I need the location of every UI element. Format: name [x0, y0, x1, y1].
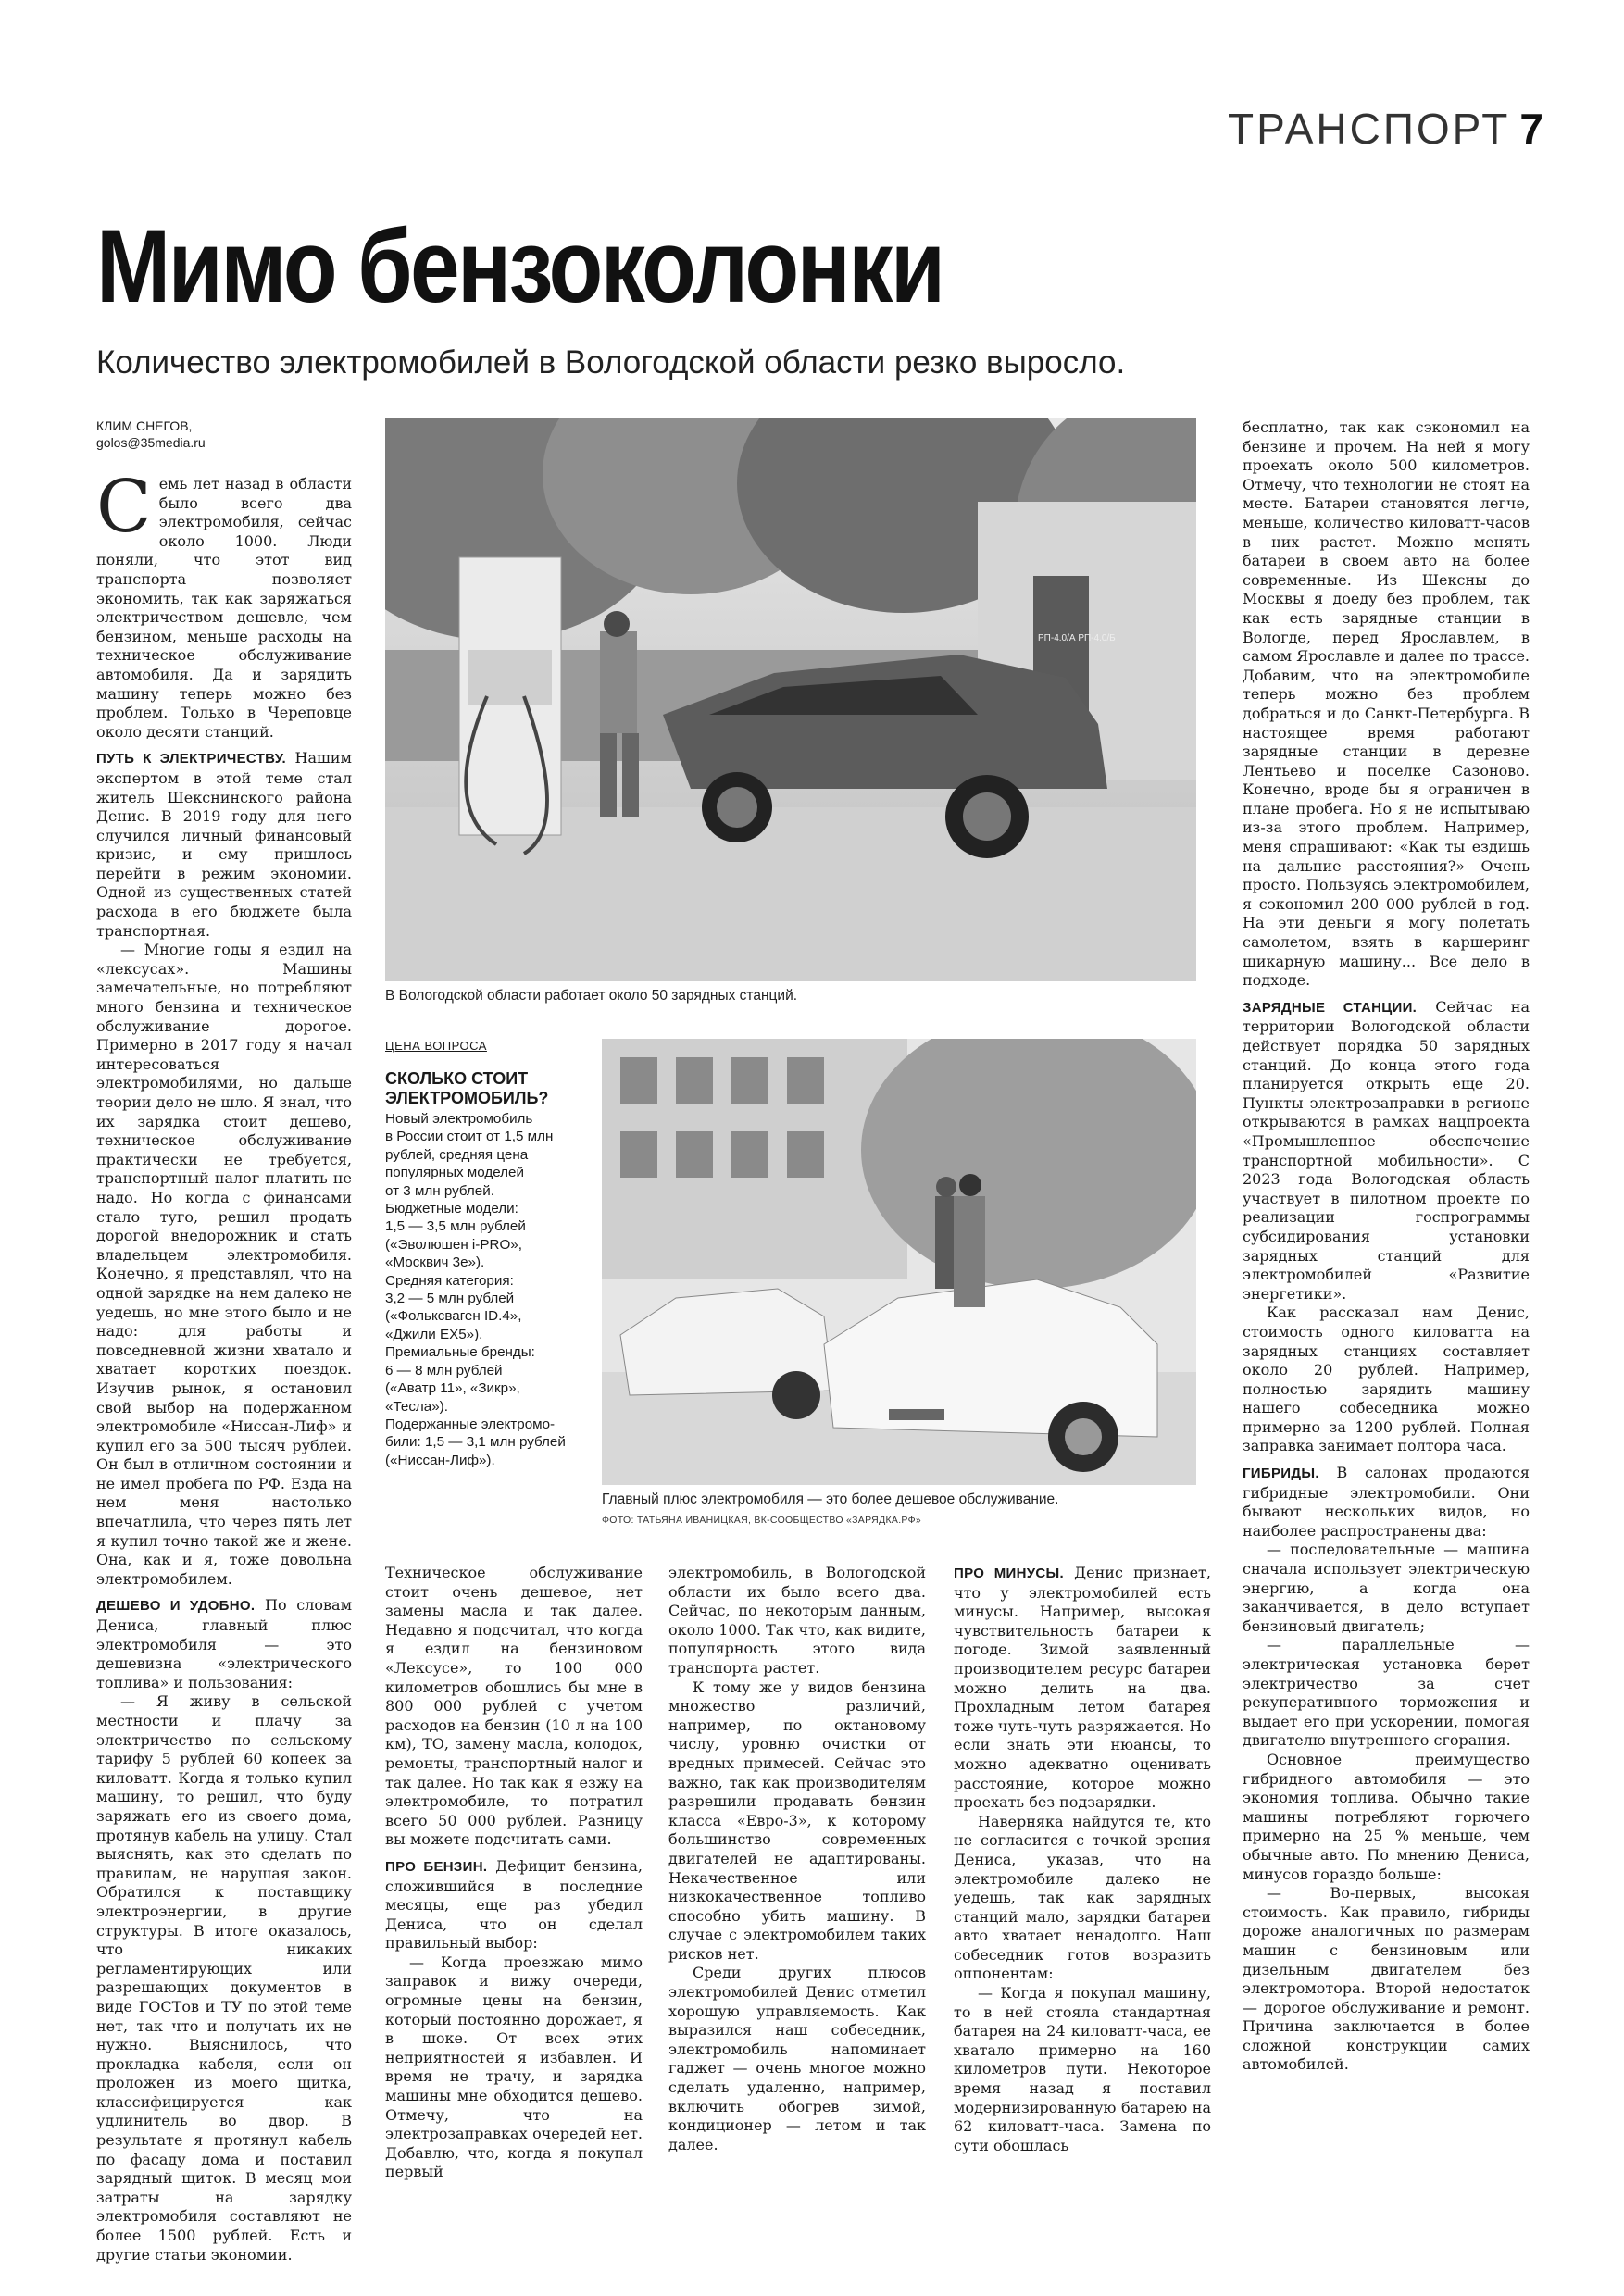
byline-email: golos@35media.ru [96, 435, 206, 450]
price-sidebar [385, 1039, 580, 1469]
sidebar-line: «Джили EX5»). [385, 1326, 483, 1342]
col5-para: — параллельные — электрическая установка берет электричество за счет рекуперативного торможения и выдает его при ускорении, помогая двигателю внутреннего сгорания. [1243, 1636, 1530, 1750]
col5-para: бесплатно, так как сэкономил на бензине и прочем. На ней я могу проехать около 500 километров. Отмечу, что технологии не стоят на месте. Батареи становятся легче, меньше, количество киловатт-часов в них растет. Можно менять батареи в своем авто на более современные. Из Шексны до Москвы я доеду без проблем, так как есть зарядные станции в Вологде, перед Ярославлем, в самом Ярославле и далее по трассе. Добавим, что на электромобиле теперь можно без проблем добраться и до Санкт-Петербурга. В настоящее время работают зарядные станции в деревне Лентьево и поселке Сазоново. Конечно, вроде бы я ограничен в плане пробега. Но я не испытываю из-за этого проблем. Например, меня спрашивают: «Как ты ездишь на дальние расстояния?» Очень просто. Пользуясь электромобилем, я сэкономил 200 000 рублей в год. На эти деньги я могу полетать самолетом, взять в каршеринг шикарную машину... Все дело в подходе. [1243, 418, 1530, 990]
col3-para: К тому же у видов бензина множество различий, например, по октановому числу, уровню очистки от вредных примесей. Сейчас это важно, так как производителям разрешили продавать бензин класса «Евро-3», к которому большинство современных двигателей не адаптированы. Некачественное или низкокачественное топливо способно убить машину. В случае с электромобилем таких рисков нет. [668, 1678, 926, 1963]
deck: Количество электромобилей в Вологодской области резко выросло. [96, 344, 1126, 381]
sidebar-line: «Москвич 3е»). [385, 1254, 485, 1271]
byline [96, 418, 281, 451]
column-4 [954, 1564, 1211, 2155]
rubric-stations: ЗАРЯДНЫЕ СТАНЦИИ. [1243, 999, 1418, 1016]
top-photo-caption: В Вологодской области работает около 50 зарядных станций. [385, 988, 798, 1004]
charging-photo-illustration [385, 418, 1196, 981]
col5-para: — Во-первых, высокая стоимость. Как правило, гибриды дороже аналогичных по размерам машин с бензиновым или дизельным двигателем без электромотора. Второй недостаток — дорогое обслуживание и ремонт. Причина заключается в более сложной конструкции самих автомобилей. [1243, 1884, 1530, 2074]
section-header [1111, 104, 1546, 159]
col1-text: По словам Дениса, главный плюс электромобиля — это дешевизна «электрического топлива» и пользования: [96, 1596, 353, 1691]
lead-paragraph [96, 466, 352, 742]
sidebar-line: 1,5 — 3,5 млн рублей [385, 1218, 526, 1235]
col5-para: — последовательные — машина сначала использует электрическую энергию, а когда она заканчивается, в дело вступает бензиновый двигатель; [1243, 1541, 1530, 1635]
rubric-hybrids: ГИБРИДЫ. [1243, 1466, 1319, 1482]
sidebar-line: рублей, средняя цена [385, 1146, 529, 1163]
col1-para [96, 749, 352, 941]
col5-text: В салонах продаются гибридные электромобили. Они бывают нескольких видов, но наиболее распространены два: [1243, 1464, 1530, 1540]
photo-electric-cars [602, 1039, 1196, 1485]
lead-text: емь лет назад в области было всего два электромобиля, сейчас около 1000. Люди поняли, что этот вид транспорта позволяет экономить, так как заряжаться электричеством дешевле, чем бензином, меньше расходы на техническое обслуживание автомобиля. Да и зарядить машину теперь можно без проблем. Только в Череповце около десяти станций. [96, 475, 352, 741]
rubric-path: ПУТЬ К ЭЛЕКТРИЧЕСТВУ. [96, 751, 286, 767]
col3-para: электромобиль, в Вологодской области их было всего два. Сейчас, по некоторым данным, около 1000. Так что, как видите, популярность этого вида транспорта растет. [668, 1564, 926, 1677]
sidebar-line: били: 1,5 — 3,1 млн рублей [385, 1434, 566, 1451]
sidebar-kicker: ЦЕНА ВОПРОСА [385, 1039, 487, 1053]
col2-para [385, 1857, 643, 1953]
rubric-gasoline: ПРО БЕНЗИН. [385, 1858, 488, 1875]
sidebar-line: Новый электромобиль [385, 1111, 533, 1127]
sidebar-line: Премиальные бренды: [385, 1344, 535, 1361]
sidebar-line: «Тесла»). [385, 1398, 448, 1415]
col2-para: — Когда проезжаю мимо заправок и вижу очереди, огромные цены на бензин, который постоянно дорожает, я в шоке. От всех этих неприятностей я избавлен. И время не трачу, и зарядка машины мне обходится дешево. Отмечу, что на электрозаправках очередей нет. Добавлю, что, когда я покупал первый [385, 1953, 643, 2181]
dropcap: С [96, 466, 152, 549]
sidebar-line: от 3 млн рублей. [385, 1182, 494, 1199]
sidebar-line: в России стоит от 1,5 млн [385, 1129, 554, 1145]
sidebar-line: Средняя категория: [385, 1272, 514, 1289]
col1-para: — Многие годы я ездил на «лексусах». Машины замечательные, но потребляют много бензина и техническое обслуживание дорогое. Примерно в 2017 году я начал интересоваться электромобилями, но дальше теории дело не шло. Я знал, что их зарядка стоит дешево, техническое обслуживание практически не требуется, транспортный налог платить не надо. Но когда с финансами стало туго, решил продать дорогой внедорожник и стать владельцем электромобиля. Конечно, я представлял, что на одной зарядке на нем далеко не уедешь, но мне этого было и не надо: для работы и повседневной жизни хватало и хватает коротких поездок. Изучив рынок, я остановил свой выбор на подержанном электромобиле «Ниссан-Лиф» и купил его за 500 тысяч рублей. Он был в отличном состоянии и не имел пробега по РФ. Езда на нем меня настолько впечатлила, что через пять лет я купил точно такой же и жене. Она, как и я, тоже довольна электромобилем. [96, 941, 352, 1588]
building-sign: РП-4.0/А РП-4.0/Б [1038, 633, 1116, 643]
col3-para: Среди других плюсов электромобилей Денис отметил хорошую управляемость. Как выразился наш собеседник, электромобиль напоминает гаджет — очень многое можно сделать удаленно, например, включить обогрев зимой, кондиционер — летом и так далее. [668, 1964, 926, 2153]
column-3 [668, 1564, 926, 2154]
sidebar-line: («Аватр 11», «Зикр», [385, 1380, 520, 1397]
photo-charging-station [385, 418, 1196, 981]
headline: Мимо бензоколонки [96, 208, 943, 324]
sidebar-line: («Эволюшен i-PRO», [385, 1236, 522, 1253]
sidebar-line: Бюджетные модели: [385, 1201, 518, 1217]
byline-author: КЛИМ СНЕГОВ, [96, 418, 193, 433]
rubric-minuses: ПРО МИНУСЫ. [954, 1566, 1064, 1581]
col5-para [1243, 998, 1530, 1304]
col5-para: Как рассказал нам Денис, стоимость одного киловатта на зарядных станциях составляет около 20 рублей. Например, полностью зарядить машину нашего собеседника можно примерно за 1200 рублей. Полная заправка занимает полтора часа. [1243, 1304, 1530, 1455]
section-name: ТРАНСПОРТ [1228, 105, 1511, 153]
column-5 [1243, 418, 1530, 2075]
col4-para [954, 1564, 1211, 1813]
col2-para: Техническое обслуживание стоит очень дешевое, нет замены масла и так далее. Недавно я подсчитал, что когда я ездил на бензиновом «Лексусе», то 100 000 километров обошлись бы мне в 800 000 рублей с учетом расходов на бензин (10 л на 100 км), ТО, замену масла, колодок, ремонты, транспортный налог и так далее. Но так как я езжу на электромобиле, то потратил всего 50 000 рублей. Разницу вы можете подсчитать сами. [385, 1564, 643, 1849]
cars-photo-illustration [602, 1039, 1196, 1485]
col1-text: Нашим экспертом в этой теме стал житель Шекснинского района Денис. В 2019 году для него случился личный финансовый кризис, и ему пришлось перейти в режим экономии. Одной из существенных статей расхода в его бюджете была транспортная. [96, 749, 352, 940]
sidebar-line: Подержанные электромо- [385, 1416, 556, 1432]
col4-para: Наверняка найдутся те, кто не согласится с точкой зрения Дениса, указав, что на электромобиле далеко не уедешь, так как зарядных станций мало, зарядки батареи авто хватает ненадолго. Наш собеседник готов возразить оппонентам: [954, 1812, 1211, 1983]
sidebar-line: («Фольксваген ID.4», [385, 1308, 522, 1325]
bottom-photo-caption: Главный плюс электромобиля — это более дешевое обслуживание. [602, 1491, 1059, 1507]
col4-text: Денис признает, что у электромобилей есть минусы. Например, высокая чувствительность батареи к погоде. Зимой заявленный производителем ресурс батареи можно делить на два. Прохладным летом батарея тоже чуть-чуть разряжается. Но если знать эти нюансы, то можно адекватно оценивать расстояние, которое можно проехать без подзарядки. [954, 1564, 1211, 1812]
sidebar-title: СКОЛЬКО СТОИТ ЭЛЕКТРОМОБИЛЬ? [385, 1069, 549, 1107]
bottom-photo-credit: ФОТО: ТАТЬЯНА ИВАНИЦКАЯ, ВК-СООБЩЕСТВО «ЗАРЯДКА.РФ» [602, 1515, 922, 1526]
rubric-cheap: ДЕШЕВО И УДОБНО. [96, 1598, 256, 1615]
column-2 [385, 1564, 643, 2182]
page-number: 7 [1519, 105, 1546, 153]
col5-para: Основное преимущество гибридного автомобиля — это экономия топлива. Обычно такие машины потребляют горючего примерно на 25 % меньше, чем обычные авто. По мнению Дениса, минусов гораздо больше: [1243, 1750, 1530, 1883]
sidebar-line: 3,2 — 5 млн рублей [385, 1291, 515, 1307]
col1-para: — Я живу в сельской местности и плачу за электричество по сельскому тарифу 5 рублей 60 копеек за киловатт. Когда я только купил машину, то решил, что буду заряжать его из своего дома, протянув кабель на улицу. Стал выяснять, как это сделать по правилам, не нарушая закон. Обратился к поставщику электроэнергии, в другие структуры. В итоге оказалось, что никаких регламентирующих или разрешающих документов в виде ГОСТов и ТУ по этой теме нет, так что и получать их не нужно. Выяснилось, что прокладка кабеля, если он проложен из моего щитка, классифицируется как удлинитель во двор. В результате я протянул кабель по фасаду дома и поставил зарядный щиток. В месяц мои затраты на зарядку электромобиля составляют не более 1500 рублей. Есть и другие статьи экономии. [96, 1692, 352, 2264]
sidebar-body [385, 1110, 580, 1469]
sidebar-line: популярных моделей [385, 1165, 524, 1181]
col5-text: Сейчас на территории Вологодской области действует порядка 50 зарядных станций. До конца этого года планируется открыть еще 20. Пункты электрозаправки в регионе открываются в рамках нацпроекта «Промышленное обеспечение транспортной мобильности». С 2023 года Вологодская область участвует в пилотном проекте по реализации госпрограммы субсидирования установки зарядных станций для электромобилей «Развитие энергетики». [1243, 997, 1530, 1303]
column-1 [96, 466, 353, 2265]
sidebar-line: («Ниссан-Лиф»). [385, 1452, 495, 1468]
col2-text: Дефицит бензина, сложившийся в последние месяцы, еще раз убедил Дениса, что он сделал правильный выбор: [385, 1856, 643, 1953]
col4-para: — Когда я покупал машину, то в ней стояла стандартная батарея на 24 киловатт-часа, ее хватало примерно на 160 километров пути. Некоторое время назад я поставил модернизированную батарею на 62 киловатт-часа. Замена по сути обошлась [954, 1984, 1211, 2154]
sidebar-line: 6 — 8 млн рублей [385, 1362, 503, 1379]
col1-para [96, 1596, 352, 1692]
col5-para [1243, 1464, 1530, 1541]
